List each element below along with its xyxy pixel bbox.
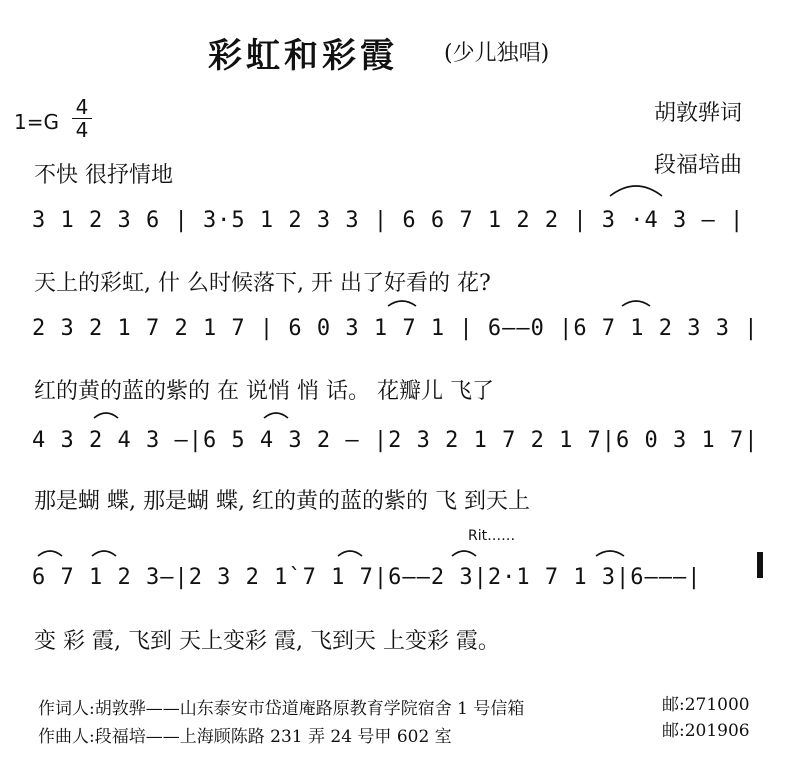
lyricist-credit: 胡敦骅词	[654, 101, 743, 126]
song-title: 彩虹和彩霞	[208, 36, 398, 76]
score-line-3-lyrics: 那是蝴 蝶, 那是蝴 蝶, 红的黄的蓝的紫的 飞 到天上	[34, 489, 530, 514]
composer-credit: 段福培曲	[654, 153, 743, 178]
score-line-2-notes: 2 3 2 1 7 2 1 7 | 6 0 3 1 7 1 | 6——0 |6 7 1 2 3 3 |	[32, 316, 759, 341]
slur-arc	[338, 551, 362, 556]
score-line-1-notes: 3 1 2 3 6 | 3·5 1 2 3 3 | 6 6 7 1 2 2 | 3 ·4 3 — |	[32, 208, 745, 233]
ritardando-marking: Rit……	[468, 528, 516, 544]
time-signature-top: 4	[75, 95, 89, 119]
score-line-4-notes: 6 7 1 2 3—|2 3 2 1`7 1 7|6——2 3|2·1 7 1 3|6———|	[32, 565, 702, 590]
footer-composer-postcode: 邮:201906	[662, 721, 750, 741]
tempo-marking: 不快 很抒情地	[34, 163, 173, 188]
final-barline	[757, 552, 763, 578]
score-line-1-lyrics: 天上的彩虹, 什 么时候落下, 开 出了好看的 花?	[34, 271, 491, 296]
score-line-4-lyrics: 变 彩 霞, 飞到 天上变彩 霞, 飞到天 上变彩 霞。	[34, 629, 500, 654]
score-line-3-notes: 4 3 2 4 3 —|6 5 4 3 2 — |2 3 2 1 7 2 1 7|6 0 3 1 7|	[32, 428, 759, 453]
slur-arc	[264, 413, 288, 418]
slur-arc	[452, 551, 476, 556]
time-signature-bottom: 4	[75, 118, 89, 142]
time-signature	[70, 96, 94, 141]
slur-arc	[388, 301, 416, 306]
song-subtitle: (少儿独唱)	[444, 41, 550, 66]
footer-composer-address: 作曲人:段福培——上海顾陈路 231 弄 24 号甲 602 室	[38, 727, 452, 747]
key-signature: 1=G	[14, 110, 59, 134]
slur-arc	[94, 413, 118, 418]
slur-arc	[610, 186, 662, 196]
slur-arc	[92, 551, 116, 556]
footer-lyricist-address: 作词人:胡敦骅——山东泰安市岱道庵路原教育学院宿舍 1 号信箱	[38, 699, 525, 719]
score-line-2-lyrics: 红的黄的蓝的紫的 在 说悄 悄 话。 花瓣儿 飞了	[34, 379, 494, 404]
footer-lyricist-postcode: 邮:271000	[662, 695, 750, 715]
slur-arc	[622, 301, 650, 306]
slur-arc	[596, 551, 624, 556]
slur-arc	[38, 551, 62, 556]
